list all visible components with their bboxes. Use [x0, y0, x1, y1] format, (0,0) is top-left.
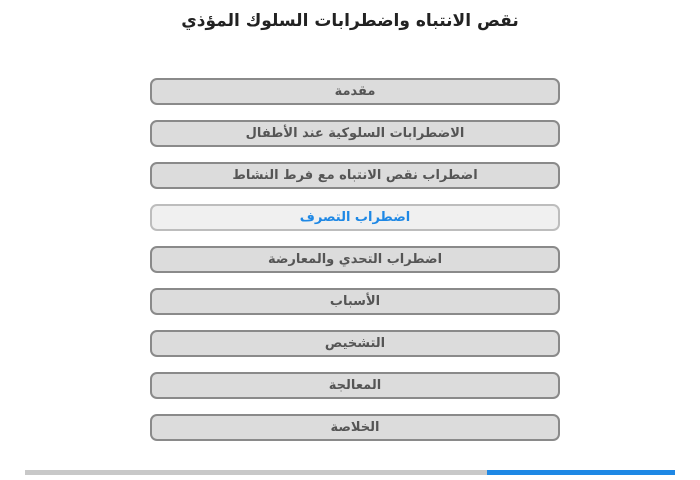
menu-item-adhd[interactable]: اضطراب نقص الانتباه مع فرط النشاط — [150, 162, 560, 189]
menu-item-treatment[interactable]: المعالجة — [150, 372, 560, 399]
menu-item-causes[interactable]: الأسباب — [150, 288, 560, 315]
menu-item-introduction[interactable]: مقدمة — [150, 78, 560, 105]
menu-item-conduct-disorder[interactable]: اضطراب التصرف — [150, 204, 560, 231]
menu-item-diagnosis[interactable]: التشخيص — [150, 330, 560, 357]
progress-bar-fill — [487, 470, 676, 475]
menu-item-child-behavior-disorders[interactable]: الاضطرابات السلوكية عند الأطفال — [150, 120, 560, 147]
menu-item-summary[interactable]: الخلاصة — [150, 414, 560, 441]
menu-item-oppositional-defiant-disorder[interactable]: اضطراب التحدي والمعارضة — [150, 246, 560, 273]
progress-bar — [25, 470, 675, 475]
page-title: نقص الانتباه واضطرابات السلوك المؤذي — [181, 11, 519, 31]
chapter-menu — [150, 78, 560, 456]
